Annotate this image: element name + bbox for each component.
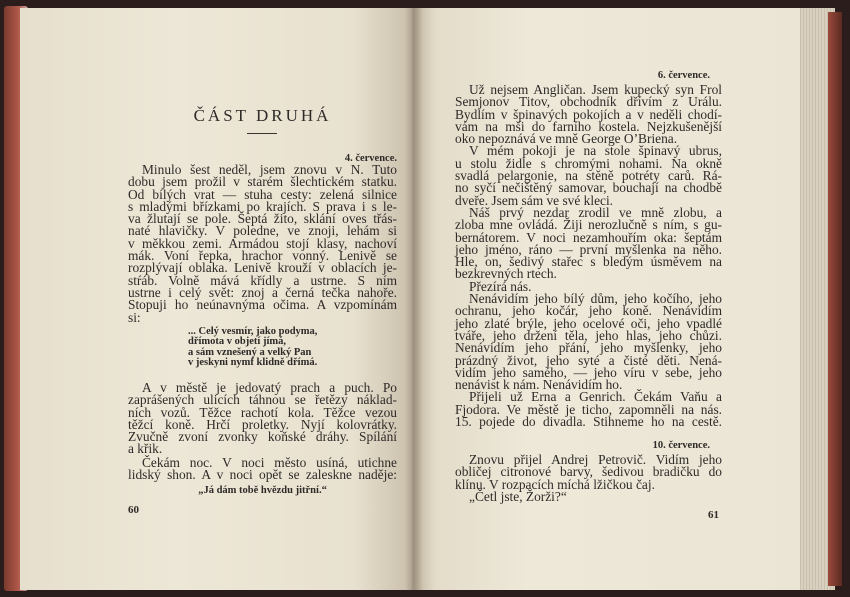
text-line: s mladými břízkami po krajích. S prava i s le- xyxy=(128,198,397,214)
poem-line: a sám vznešený a velký Pan xyxy=(188,346,312,358)
text-line: oko nepoznává ve mně George O’Briena. xyxy=(455,131,678,147)
text-line: a křik. xyxy=(128,441,163,457)
text-line: Bydlím v špinavých pokojích a v neděli chodí- xyxy=(455,106,722,122)
poem-line: dřímota v objetí jímá, xyxy=(188,336,286,348)
text-line: Semjonov Titov, obchodník dřívím z Urálu. xyxy=(455,94,722,110)
entry-date: 4. července. xyxy=(344,153,397,164)
text-line: Nenávidím jeho bílý dům, jeho kočího, jeho xyxy=(469,291,722,307)
text-line: Hle, on, šedivý stařec s bledým úsměvem na xyxy=(455,254,722,270)
text-line: ustrne i celý svět: znoj a černá tečka nahoře. xyxy=(128,284,397,300)
text-line: no syčí nečištěný samovar, bouchají na chodbě xyxy=(455,180,722,196)
text-line: Znovu přijel Andrej Petrovič. Vidím jeho xyxy=(469,452,722,467)
text-line: svadlá pelargonie, na stěně potréty carů. Rá- xyxy=(455,168,722,184)
right-text xyxy=(455,454,722,503)
text-line: těžcí koně. Hrčí proletky. Nyjí kolovrátky. xyxy=(128,416,397,432)
text-line: Čekám noc. V noci město usíná, utichne xyxy=(142,455,397,470)
text-line: dobu jsem prožil v starém šlechtickém statku. xyxy=(128,174,397,190)
page-number: 60 xyxy=(128,504,139,516)
book-cover-edge-right xyxy=(828,12,842,586)
text-line: jeho jméno, ráno — první myšlenka na něho. xyxy=(455,241,722,257)
text-line: Stopuji ho neúnavnýma očima. A vzpomínám xyxy=(128,297,397,313)
text-line: Minulo šest neděl, jsem znovu v N. Tuto xyxy=(142,162,397,177)
poem-line: ... Celý vesmír, jako podyma, xyxy=(188,326,318,337)
chapter-title: ČÁST DRUHÁ xyxy=(193,106,332,125)
text-line: Nenávidím jeho přání, jeho myšlenky, jeho xyxy=(455,340,722,356)
text-line: dveře. Jsem sám ve své kleci. xyxy=(455,192,614,208)
text-line: ních vozů. Těžce rachotí kola. Těžce vezou xyxy=(128,404,397,420)
text-line: lidský shon. A v noci opět se zaleskne naděje: xyxy=(128,467,397,483)
text-line: 15. pojede do divadla. Stihneme ho na cestě. xyxy=(455,414,722,430)
text-line: Náš prvý nezdar zrodil ve mně zlobu, a xyxy=(469,204,722,220)
text-line: vám na mši do farního kostela. Nejzkušenější xyxy=(455,118,722,134)
text-line: tváře, jeho držení těla, jeho hlas, jeho chůzi. xyxy=(455,327,722,343)
text-line: u stolu židle s chromými nohami. Na okně xyxy=(455,155,722,171)
text-line: vidím jeho samého, — jeho víru v sebe, jeho xyxy=(455,364,722,380)
text-line: zloba mne ovládá. Žiji nerozlučně s ním, s gu- xyxy=(455,217,722,233)
text-line: Už nejsem Angličan. Jsem kupecký syn Frol xyxy=(469,82,722,97)
text-line: klínu. V rozpacích míchá lžičkou čaj. xyxy=(455,476,655,492)
page-number: 61 xyxy=(708,509,719,521)
quote-line: „Já dám tobě hvězdu jitřní.“ xyxy=(198,485,327,496)
text-line: mák. Voní řepka, hrachor vonný. Lenivě se xyxy=(128,248,397,264)
book-gutter xyxy=(405,8,423,590)
text-line: stŕáb. Volně mává křídly a ustrne. S ním xyxy=(128,272,397,288)
text-line: jeho zlaté brýle, jeho ocelové oči, jeho vpadlé xyxy=(455,315,722,331)
text-line: ochranu, jeho kočár, jeho koně. Nenávidím xyxy=(455,303,722,319)
text-line: naté hlavičky. V poledne, ve znoji, lehám si xyxy=(128,223,397,239)
paragraph xyxy=(128,457,397,482)
paragraph xyxy=(128,382,397,456)
text-line: bezkrevných rtech. xyxy=(455,266,557,282)
text-line: nenávist k nám. Nenávidím ho. xyxy=(455,377,623,393)
text-line: zaprášených ulicích táhnou se řetězy náklad- xyxy=(128,392,397,408)
right-text xyxy=(455,84,722,428)
text-line: obličej citronové barvy, šedivou bradičku do xyxy=(455,464,722,480)
text-line: Od bílých vrat — stuha cesty: zelená silnice xyxy=(128,186,397,202)
text-line: Zvučně zvoní zvonky koňské dráhy. Spílání xyxy=(128,429,397,445)
text-line: „Četl jste, Žorži?“ xyxy=(469,488,567,504)
text-line: A v městě je jedovatý prach a puch. Po xyxy=(142,380,397,395)
text-line: si: xyxy=(128,309,141,325)
entry-date: 10. července. xyxy=(652,440,710,451)
text-line: prázdný život, jeho syté a čisté děti. Nená- xyxy=(455,352,722,368)
title-rule xyxy=(247,133,277,134)
text-line: v měkkou zemi. Armádou stojí klasy, nachoví xyxy=(128,235,397,251)
paragraph xyxy=(128,164,397,324)
text-line: bernátorem. V noci nezamhouřím oka: šeptám xyxy=(455,229,722,245)
text-line: Fjodora. Ve městě je ticho, zapomněli na nás. xyxy=(455,401,722,417)
text-line: Přezírá nás. xyxy=(469,278,532,294)
text-line: va žlutají se pole. Šeptá žito, sklání oves třás- xyxy=(128,211,397,227)
poem-line: v jeskyni nymf klidně dřímá. xyxy=(188,357,318,369)
poem-quote xyxy=(188,327,317,369)
text-line: rozplývají oblaka. Lenivě krouží v oblacích je- xyxy=(128,260,397,276)
entry-date: 6. července. xyxy=(657,70,710,81)
text-line: Přijeli už Erna a Genrich. Čekám Vaňu a xyxy=(469,389,722,405)
text-line: V mém pokoji je na stole špinavý ubrus, xyxy=(469,143,722,159)
